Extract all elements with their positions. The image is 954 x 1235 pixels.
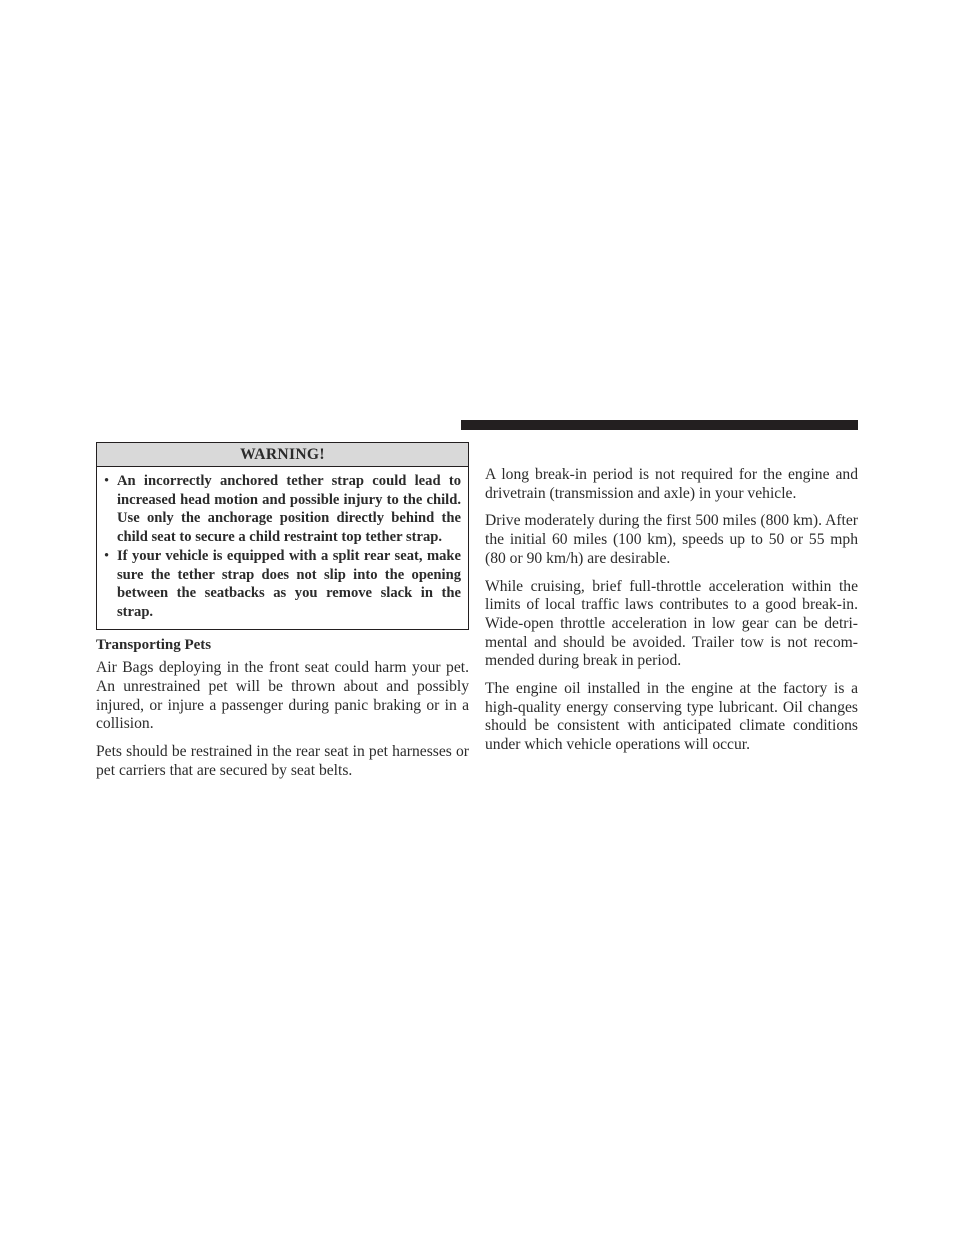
body-paragraph: Air Bags deploying in the front seat could harm your pet. An unrestrained pet will be thrown about and possibly injured, or injure a passenger during panic braking or in a collision. (96, 659, 469, 733)
section-header-bar (461, 420, 858, 430)
warning-item-text: An incorrectly anchored tether strap could lead to increased head motion and possible injury to the child. Use only the anchorage position directly behind the child seat to secure a child restraint top tether strap. (117, 473, 461, 546)
warning-item (104, 547, 461, 622)
body-paragraph: Pets should be restrained in the rear seat in pet harnesses or pet carriers that are secured by seat belts. (96, 743, 469, 779)
left-column (96, 442, 469, 790)
body-paragraph: While cruising, brief full-throttle acceleration within the limits of local traffic laws contributes to a good break-in. Wide-open throttle acceleration in low gear can be detri-mental and should be avoided. Trailer tow is not recom-mended during break in period. (485, 577, 858, 670)
warning-box (96, 442, 469, 630)
warning-list (97, 467, 468, 629)
body-paragraph: The engine oil installed in the engine at the factory is a high-quality energy conserving type lubricant. Oil changes should be consistent with anticipated climate conditions under which vehicle operations will occur. (485, 680, 858, 754)
warning-title: WARNING! (97, 443, 468, 467)
bullet-icon: • (104, 473, 110, 489)
warning-item (104, 472, 461, 547)
section-heading: Transporting Pets (96, 636, 212, 653)
body-paragraph: A long break-in period is not required for the engine and drivetrain (transmission and axle) in your vehicle. (485, 466, 858, 502)
body-paragraph: Drive moderately during the first 500 miles (800 km). After the initial 60 miles (100 km), speeds up to 50 or 55 mph (80 or 90 km/h) are desirable. (485, 512, 858, 567)
warning-item-text: If your vehicle is equipped with a split rear seat, make sure the tether strap does not slip into the opening between the seatbacks as you remove slack in the strap. (117, 547, 461, 620)
right-column (485, 466, 858, 764)
bullet-icon: • (104, 547, 110, 564)
